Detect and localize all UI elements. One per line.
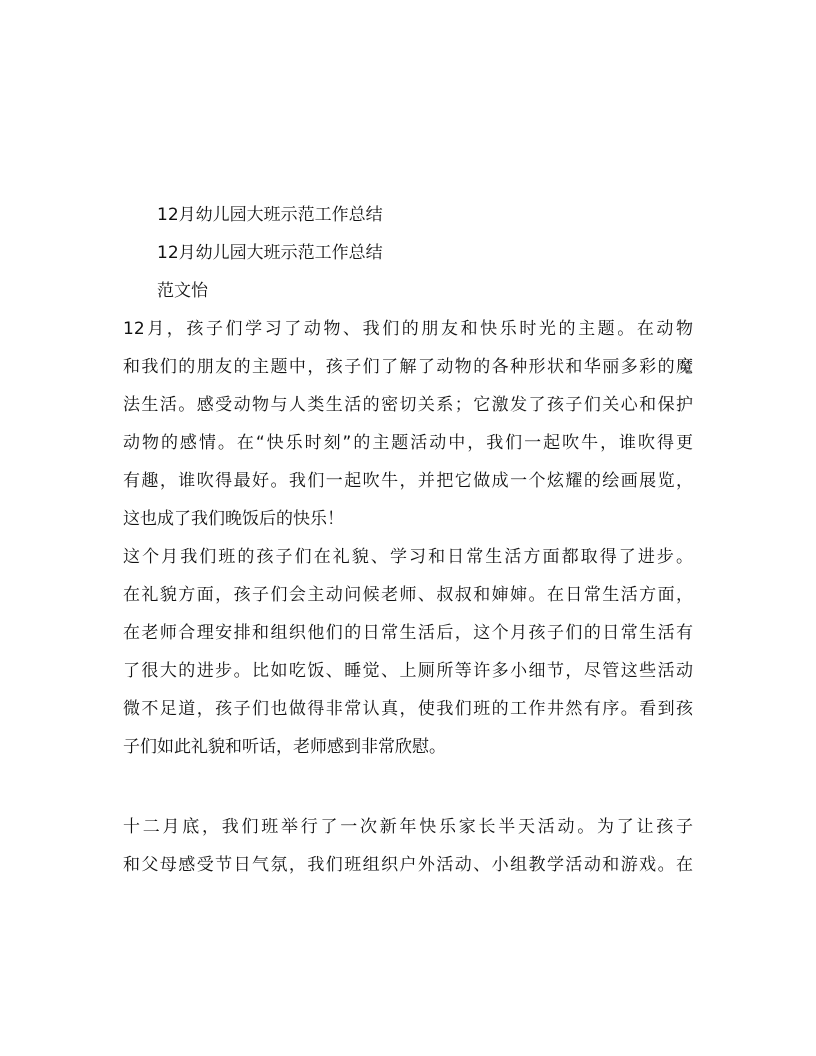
paragraph-1 [123, 310, 693, 538]
paragraph-line: 十二月底，我们班举行了一次新年快乐家长半天活动。为了让孩子 [123, 817, 693, 837]
paragraph-line: 了很大的进步。比如吃饭、睡觉、上厕所等许多小细节，尽管这些活动 [123, 661, 693, 681]
paragraph-line: 子们如此礼貌和听话，老师感到非常欣慰。 [123, 737, 446, 757]
paragraph-line: 12月，孩子们学习了动物、我们的朋友和快乐时光的主题。在动物 [123, 319, 693, 339]
paragraph-line: 这个月我们班的孩子们在礼貌、学习和日常生活方面都取得了进步。 [123, 547, 693, 567]
paragraph-2 [123, 538, 693, 766]
document-body [123, 196, 693, 884]
document-subtitle: 12月幼儿园大班示范工作总结 [157, 243, 383, 263]
paragraph-line: 在礼貌方面，孩子们会主动问候老师、叔叔和婶婶。在日常生活方面， [123, 585, 693, 605]
paragraph-line: 和我们的朋友的主题中，孩子们了解了动物的各种形状和华丽多彩的魔 [123, 357, 693, 377]
paragraph-spacer [123, 766, 693, 808]
paragraph-line: 在老师合理安排和组织他们的日常生活后，这个月孩子们的日常生活有 [123, 623, 693, 643]
paragraph-3 [123, 808, 693, 884]
document-title: 12月幼儿园大班示范工作总结 [157, 205, 383, 225]
paragraph-line: 有趣，谁吹得最好。我们一起吹牛，并把它做成一个炫耀的绘画展览， [123, 471, 693, 491]
paragraph-line: 微不足道，孩子们也做得非常认真，使我们班的工作井然有序。看到孩 [123, 699, 693, 719]
paragraph-line: 和父母感受节日气氛，我们班组织户外活动、小组教学活动和游戏。在 [123, 855, 693, 875]
paragraph-line: 动物的感情。在“快乐时刻”的主题活动中，我们一起吹牛，谁吹得更 [123, 433, 693, 453]
paragraph-line: 法生活。感受动物与人类生活的密切关系；它激发了孩子们关心和保护 [123, 395, 693, 415]
document-author: 范文怡 [157, 281, 208, 301]
paragraph-line: 这也成了我们晚饭后的快乐！ [123, 509, 344, 529]
